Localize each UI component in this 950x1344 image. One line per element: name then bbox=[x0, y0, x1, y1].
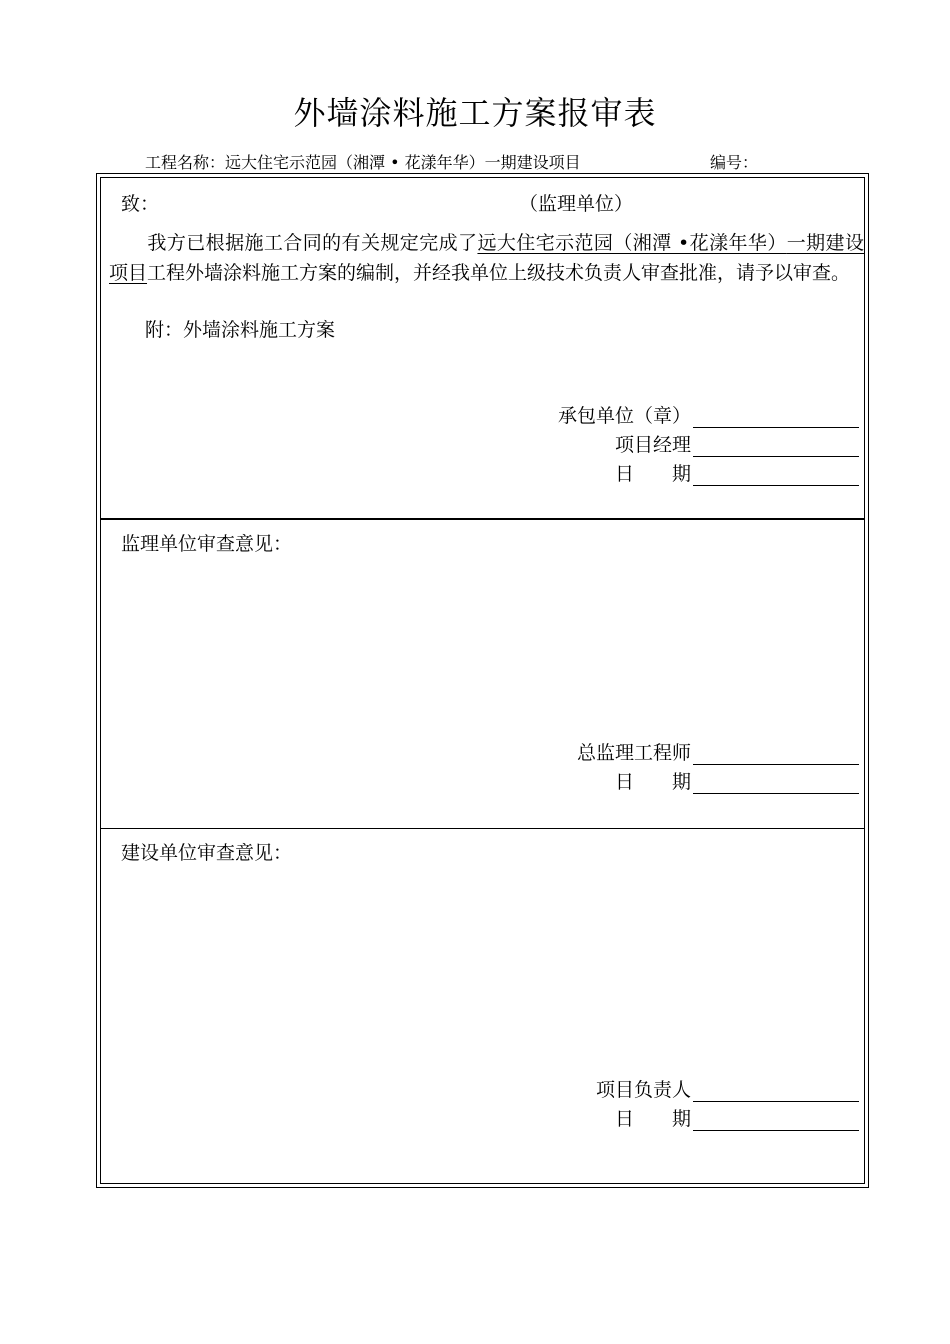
form-frame bbox=[96, 173, 869, 1188]
owner-signature-row bbox=[596, 1074, 859, 1102]
supervision-unit-label: （监理单位） bbox=[519, 193, 634, 215]
chief-engineer-signature-line[interactable] bbox=[693, 763, 859, 765]
supervision-date-label: 日 期 bbox=[614, 771, 691, 793]
supervision-date-line[interactable] bbox=[693, 792, 859, 794]
supervision-review-heading: 监理单位审查意见： bbox=[121, 533, 293, 555]
form-inner-frame bbox=[100, 177, 865, 1184]
chief-engineer-label: 总监理工程师 bbox=[576, 742, 691, 764]
project-manager-label: 项目经理 bbox=[614, 434, 691, 456]
project-name-line bbox=[145, 150, 759, 173]
form-number-label: 编号： bbox=[710, 153, 759, 172]
contractor-signature-line[interactable] bbox=[693, 426, 859, 428]
supervision-date-row bbox=[615, 766, 859, 794]
submission-date-label: 日 期 bbox=[614, 463, 691, 485]
to-label: 致： bbox=[121, 193, 160, 215]
attachment-label: 附：外墙涂料施工方案 bbox=[145, 319, 336, 341]
body-project-name-2: 一期建设项目 bbox=[109, 232, 864, 284]
submission-body bbox=[109, 228, 864, 288]
owner-date-label: 日 期 bbox=[614, 1108, 691, 1130]
owner-signature-line[interactable] bbox=[693, 1100, 859, 1102]
body-text-rest: 工程外墙涂料施工方案的编制，并经我单位上级技术负责人审查批准，请予以审查。 bbox=[147, 262, 851, 284]
submission-date-row bbox=[615, 458, 859, 486]
owner-date-line[interactable] bbox=[693, 1129, 859, 1131]
owner-review-section bbox=[101, 829, 864, 1183]
submission-section bbox=[101, 178, 864, 520]
chief-engineer-signature-row bbox=[577, 737, 859, 765]
owner-label: 项目负责人 bbox=[595, 1079, 691, 1101]
contractor-label: 承包单位（章） bbox=[557, 405, 691, 427]
submission-date-line[interactable] bbox=[693, 484, 859, 486]
supervision-review-section bbox=[101, 520, 864, 829]
contractor-signature-row bbox=[558, 400, 859, 428]
project-manager-signature-line[interactable] bbox=[693, 455, 859, 457]
body-text-intro: 我方已根据施工合同的有关规定完成了 bbox=[147, 232, 478, 254]
owner-review-heading: 建设单位审查意见： bbox=[121, 842, 293, 864]
form-title: 外墙涂料施工方案报审表 bbox=[293, 94, 657, 132]
project-name: 工程名称：远大住宅示范园（湘潭 • 花漾年华）一期建设项目 bbox=[145, 153, 581, 172]
body-project-name-1: 远大住宅示范园（湘潭 •花漾年华） bbox=[477, 232, 787, 254]
pm-signature-row bbox=[615, 429, 859, 457]
owner-date-row bbox=[615, 1103, 859, 1131]
